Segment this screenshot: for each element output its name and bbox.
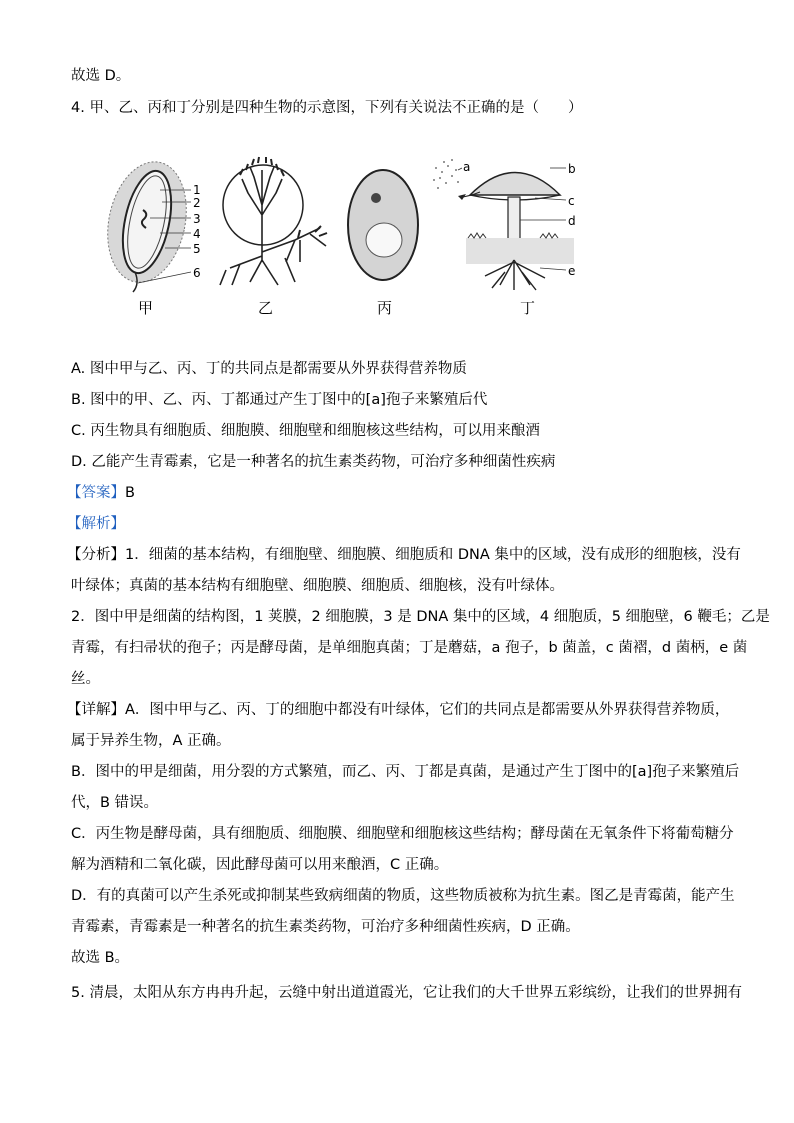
option-b: B. 图中的甲、乙、丙、丁都通过产生丁图中的[a]孢子来繁殖后代: [71, 392, 488, 408]
figure-label-yi: 乙: [258, 299, 274, 317]
question-stem: 甲、乙、丙和丁分别是四种生物的示意图，下列有关说法不正确的是（ ）: [89, 100, 583, 116]
analysis-line-12: D．有的真菌可以产生杀死或抑制某些致病细菌的物质，这些物质被称为抗生素。图乙是青霉菌，能产生: [71, 888, 735, 904]
analysis-line-4: 青霉，有扫帚状的孢子；丙是酵母菌，是单细胞真菌；丁是蘑菇，a 孢子，b 菌盖，c 菌褶，d 菌柄，e 菌: [71, 640, 748, 656]
bacterium-label-6: 6: [193, 266, 201, 280]
analysis-line-2: 叶绿体；真菌的基本结构有细胞壁、细胞膜、细胞质、细胞核，没有叶绿体。: [71, 578, 564, 594]
figure-label-jia: 甲: [138, 299, 154, 317]
organisms-figure: [0, 0, 794, 340]
answer-line: [67, 483, 135, 503]
analysis-line-7: 属于异养生物，A 正确。: [71, 733, 231, 749]
mushroom-label-e: e: [568, 264, 576, 278]
penicillium-illustration: [220, 157, 327, 285]
bacterium-label-4: 4: [193, 227, 201, 241]
mushroom-illustration: [433, 159, 574, 290]
figure-label-bing: 丙: [377, 299, 393, 317]
mushroom-label-d: d: [568, 214, 576, 228]
analysis-line-5: 丝。: [71, 671, 100, 687]
question-5: 5. 清晨，太阳从东方冉冉升起，云缝中射出道道霞光，它让我们的大千世界五彩缤纷，让我们的世界拥有: [71, 985, 742, 1001]
analysis-line-10: C．丙生物是酵母菌，具有细胞质、细胞膜、细胞壁和细胞核这些结构；酵母菌在无氧条件下将葡萄糖分: [71, 826, 734, 842]
bacterium-label-3: 3: [193, 212, 201, 226]
bacterium-illustration: [97, 154, 197, 292]
bacterium-label-5: 5: [193, 242, 201, 256]
yeast-illustration: [348, 170, 418, 280]
analysis-line-9: 代，B 错误。: [71, 795, 159, 811]
mushroom-label-c: c: [568, 194, 575, 208]
analysis-title: 【解析】: [67, 516, 125, 532]
analysis-line-13: 青霉素，青霉素是一种著名的抗生素类药物，可治疗多种细菌性疾病，D 正确。: [71, 919, 580, 935]
mushroom-label-a: a: [463, 160, 471, 174]
analysis-line-6: 【详解】A．图中甲与乙、丙、丁的细胞中都没有叶绿体，它们的共同点是都需要从外界获得营养物质，: [67, 702, 730, 718]
question-number: 4.: [71, 100, 85, 116]
bacterium-label-1: 1: [193, 183, 201, 197]
option-c: C. 丙生物具有细胞质、细胞膜、细胞壁和细胞核这些结构，可以用来酿酒: [71, 423, 540, 439]
answer-bracket: 【答案】: [67, 485, 125, 501]
previous-answer-line: 故选 D。: [71, 68, 131, 84]
analysis-line-8: B．图中的甲是细菌，用分裂的方式繁殖，而乙、丙、丁都是真菌，是通过产生丁图中的[a]孢子来繁殖后: [71, 764, 740, 780]
option-a: A. 图中甲与乙、丙、丁的共同点是都需要从外界获得营养物质: [71, 361, 467, 377]
analysis-line-14: 故选 B。: [71, 950, 130, 966]
figure-label-ding: 丁: [520, 299, 536, 317]
answer-value: B: [125, 485, 135, 501]
option-d: D. 乙能产生青霉素，它是一种著名的抗生素类药物，可治疗多种细菌性疾病: [71, 454, 556, 470]
mushroom-label-b: b: [568, 162, 576, 176]
analysis-line-11: 解为酒精和二氧化碳，因此酵母菌可以用来酿酒，C 正确。: [71, 857, 449, 873]
analysis-line-1: 【分析】1．细菌的基本结构，有细胞壁、细胞膜、细胞质和 DNA 集中的区域，没有成形的细胞核，没有: [67, 547, 741, 563]
analysis-line-3: 2．图中甲是细菌的结构图，1 荚膜，2 细胞膜，3 是 DNA 集中的区域，4 细胞质，5 细胞壁，6 鞭毛；乙是: [71, 609, 770, 625]
bacterium-label-2: 2: [193, 196, 201, 210]
